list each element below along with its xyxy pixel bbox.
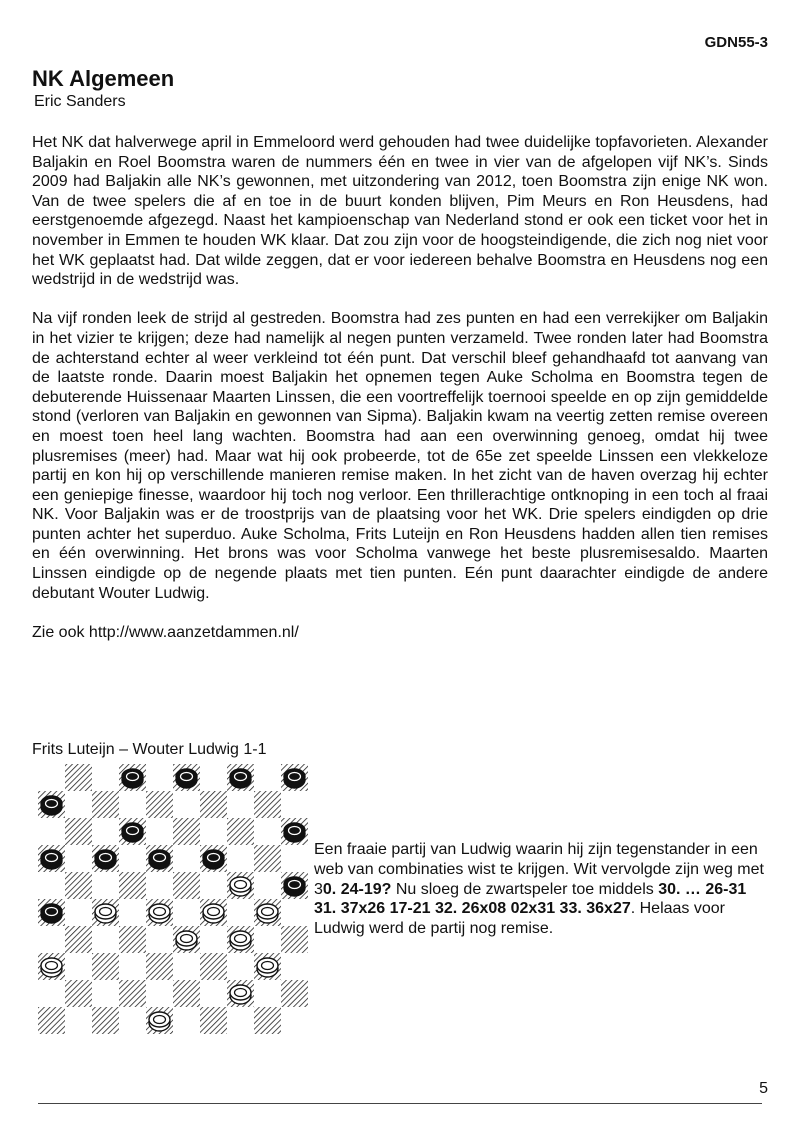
white-piece <box>203 904 224 923</box>
black-piece <box>230 769 251 788</box>
dark-square <box>65 818 92 845</box>
light-square <box>38 926 65 953</box>
commentary-text-3: . Helaas voor Ludwig werd de partij nog remise. <box>314 900 725 938</box>
light-square <box>200 980 227 1007</box>
dark-square <box>119 926 146 953</box>
light-square <box>65 791 92 818</box>
commentary-move-sequence: 30. … 26-31 31. 37x26 17-21 32. 26x08 02x31 33. 36x27 <box>314 880 747 918</box>
white-piece <box>230 985 251 1004</box>
dark-square <box>254 791 281 818</box>
light-square <box>119 845 146 872</box>
article-title: NK Algemeen <box>32 66 175 91</box>
light-square <box>200 872 227 899</box>
black-piece <box>284 769 305 788</box>
dark-square <box>92 1007 119 1034</box>
dark-square <box>92 953 119 980</box>
light-square <box>65 899 92 926</box>
white-piece <box>41 958 62 977</box>
light-square <box>254 926 281 953</box>
article-author: Eric Sanders <box>34 93 126 110</box>
light-square <box>200 818 227 845</box>
white-piece <box>95 904 116 923</box>
dark-square <box>173 872 200 899</box>
dark-square <box>119 872 146 899</box>
light-square <box>146 926 173 953</box>
white-piece <box>230 877 251 896</box>
paragraph-2: Na vijf ronden leek de strijd al gestreden. Boomstra had zes punten en had een verrekijker om Baljakin in het vizier te krijgen; deze had namelijk al negen punten verzameld. Twee ronden later had Boomstra de achterstand echter al weer verkleind tot één punt. Dat verschil bleef gehandhaafd tot aanvang van de laatste ronde. Daarin moest Baljakin het opnemen tegen Auke Scholma en Boomstra tegen de debuterende Huissenaar Maarten Linssen, die een voortreffelijk toernooi speelde en op zijn gemiddelde stond (verloren van Baljakin en gewonnen van Sipma). Baljakin kwam na veertig zetten remise overeen en moest toen heel lang wachten. Boomstra had aan een overwinning genoeg, omdat hij twee plusremises (meer) had. Maar wat hij ook probeerde, tot de 65e zet speelde Linssen een vlekkeloze partij en kon hij op verschillende manieren remise maken. In het zicht van de haven overzag hij echter een geniepige finesse, waardoor hij toch nog verloor. Een thrillerachtige ontknoping in een toch al fraai NK. Voor Baljakin was er de troostprijs van de plaatsing voor het WK. Drie spelers eindigden op drie punten achter het superduo. Auke Scholma, Frits Luteijn en Ron Heusdens hadden allen tien remises en één overwinning. Het brons was voor Scholma vanwege het beste plusremisesaldo. Maarten Linssen eindigde op de negende plaats met tien punten. Eén punt daarachter eindigde de andere debutant Wouter Ludwig. <box>32 310 768 602</box>
dark-square <box>173 818 200 845</box>
light-square <box>227 899 254 926</box>
dark-square <box>119 980 146 1007</box>
black-piece <box>149 850 170 869</box>
light-square <box>38 818 65 845</box>
light-square <box>92 980 119 1007</box>
light-square <box>254 980 281 1007</box>
light-square <box>119 1007 146 1034</box>
light-square <box>173 791 200 818</box>
document-code: GDN55-3 <box>704 34 768 51</box>
light-square <box>173 899 200 926</box>
white-piece <box>257 958 278 977</box>
light-square <box>146 872 173 899</box>
light-square <box>146 980 173 1007</box>
dark-square <box>65 764 92 791</box>
light-square <box>281 899 308 926</box>
black-piece <box>41 904 62 923</box>
light-square <box>146 818 173 845</box>
light-square <box>281 791 308 818</box>
article-body <box>32 133 768 662</box>
paragraph-1: Het NK dat halverwege april in Emmeloord werd gehouden had twee duidelijke topfavorieten. Alexander Baljakin en Roel Boomstra waren de nummers één en twee in vier van de afgelopen vijf NK’s. Sinds 2009 had Baljakin alle NK’s gewonnen, met uitzondering van 2012, toen Boomstra zijn enige NK won. Van de twee spelers die af en toe in de buurt konden blijven, Pim Meurs en Ron Heusdens, had eerstgenoemde afgezegd. Naast het kampioenschap van Nederland stond er ook een ticket voor het in november in Emmen te houden WK klaar. Dat zou zijn voor de hoogsteindigende, die zich nog niet voor het WK geplaatst had. Dat wilde zeggen, dat er voor iedereen behalve Boomstra en Heusdens nog een wedstrijd in de wedstrijd was. <box>32 134 768 289</box>
black-piece <box>122 823 143 842</box>
dark-square <box>281 980 308 1007</box>
dark-square <box>254 845 281 872</box>
dark-square <box>65 872 92 899</box>
black-piece <box>284 823 305 842</box>
light-square <box>281 953 308 980</box>
light-square <box>65 953 92 980</box>
black-piece <box>41 850 62 869</box>
light-square <box>173 1007 200 1034</box>
dark-square <box>173 980 200 1007</box>
game-commentary <box>314 840 768 939</box>
black-piece <box>95 850 116 869</box>
light-square <box>119 899 146 926</box>
footer-divider <box>38 1103 762 1104</box>
light-square <box>38 764 65 791</box>
light-square <box>92 926 119 953</box>
light-square <box>254 818 281 845</box>
dark-square <box>200 791 227 818</box>
draughts-board <box>38 764 308 1034</box>
light-square <box>38 872 65 899</box>
commentary-text-2: Nu sloeg de zwartspeler toe middels <box>391 880 659 898</box>
black-piece <box>41 796 62 815</box>
white-piece <box>257 904 278 923</box>
dark-square <box>65 926 92 953</box>
light-square <box>92 872 119 899</box>
dark-square <box>281 926 308 953</box>
game-title: Frits Luteijn – Wouter Ludwig 1-1 <box>32 741 267 758</box>
white-piece <box>149 1012 170 1031</box>
light-square <box>281 1007 308 1034</box>
light-square <box>173 845 200 872</box>
light-square <box>38 980 65 1007</box>
light-square <box>146 764 173 791</box>
black-piece <box>203 850 224 869</box>
light-square <box>254 764 281 791</box>
page-number: 5 <box>759 1080 768 1097</box>
white-piece <box>149 904 170 923</box>
light-square <box>92 764 119 791</box>
white-piece <box>176 931 197 950</box>
black-piece <box>284 877 305 896</box>
light-square <box>92 818 119 845</box>
light-square <box>65 1007 92 1034</box>
dark-square <box>146 953 173 980</box>
light-square <box>281 845 308 872</box>
light-square <box>254 872 281 899</box>
black-piece <box>122 769 143 788</box>
light-square <box>227 1007 254 1034</box>
light-square <box>65 845 92 872</box>
light-square <box>200 926 227 953</box>
black-piece <box>176 769 197 788</box>
light-square <box>227 791 254 818</box>
light-square <box>227 845 254 872</box>
dark-square <box>200 953 227 980</box>
white-piece <box>230 931 251 950</box>
commentary-text-1: Een fraaie partij van Ludwig waarin hij zijn tegenstander in een web van combinaties wist te krijgen. Wit vervolgde zijn weg met 3 <box>314 841 764 898</box>
dark-square <box>38 1007 65 1034</box>
paragraph-3: Zie ook http://www.aanzetdammen.nl/ <box>32 623 299 641</box>
dark-square <box>227 818 254 845</box>
light-square <box>173 953 200 980</box>
light-square <box>200 764 227 791</box>
commentary-move-1: 0. 24-19? <box>322 880 392 898</box>
dark-square <box>254 1007 281 1034</box>
light-square <box>119 791 146 818</box>
dark-square <box>200 1007 227 1034</box>
dark-square <box>146 791 173 818</box>
light-square <box>227 953 254 980</box>
light-square <box>119 953 146 980</box>
dark-square <box>65 980 92 1007</box>
dark-square <box>92 791 119 818</box>
